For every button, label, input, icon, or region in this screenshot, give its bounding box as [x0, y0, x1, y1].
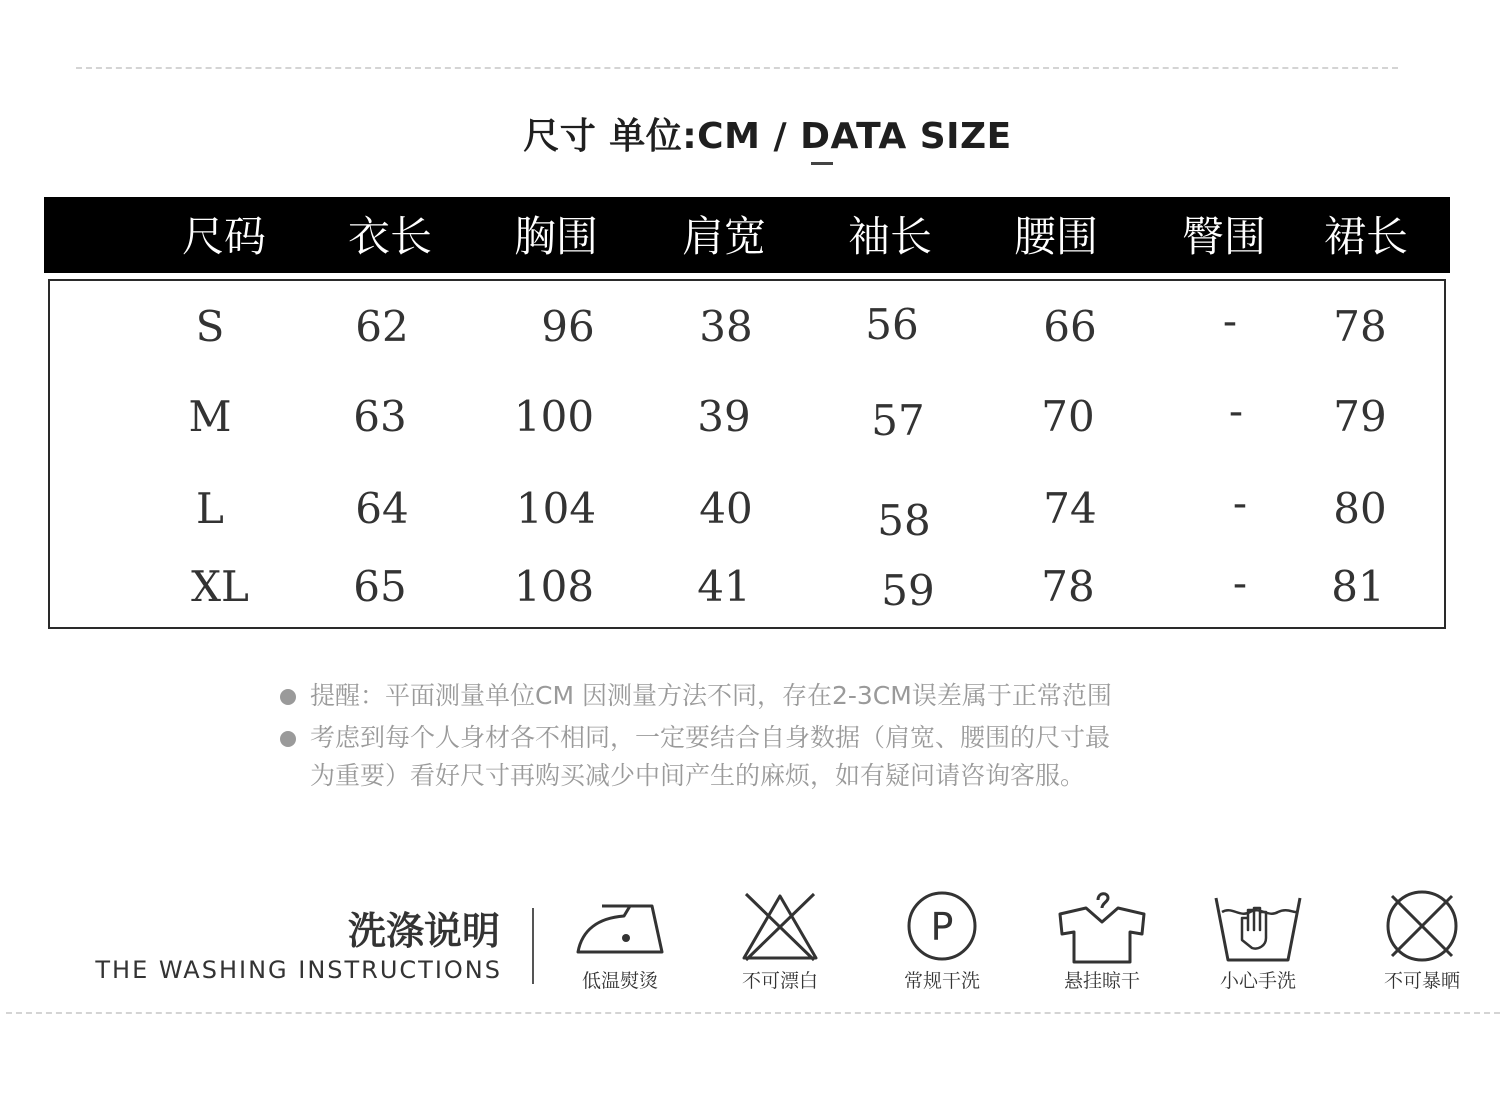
table-cell: 70	[1041, 392, 1095, 441]
care-label-low-temp-iron: 低温熨烫	[581, 970, 658, 992]
dry-clean-p-icon	[904, 888, 980, 966]
header-shoulder: 肩宽	[681, 212, 766, 261]
table-cell: 65	[353, 562, 407, 611]
care-label-hand-wash: 小心手洗	[1219, 970, 1296, 992]
top-dashed-divider	[76, 67, 1398, 69]
table-cell: S	[195, 302, 225, 351]
table-cell: 104	[515, 484, 597, 533]
table-cell: 40	[699, 484, 753, 533]
note-advice-line2: 为重要）看好尺寸再购买减少中间产生的麻烦，如有疑问请咨询客服。	[310, 761, 1086, 790]
table-cell: 57	[871, 396, 925, 445]
table-cell: -	[1232, 558, 1248, 607]
table-cell: 63	[353, 392, 407, 441]
hand-wash-icon	[1212, 888, 1304, 966]
header-hip: 臀围	[1181, 212, 1266, 261]
header-bust: 胸围	[513, 212, 598, 261]
low-temp-iron-icon	[568, 888, 672, 966]
care-label-no-bleach: 不可漂白	[741, 970, 818, 992]
table-cell: -	[1222, 296, 1238, 345]
table-cell: 38	[699, 302, 753, 351]
table-cell: 41	[697, 562, 751, 611]
table-cell: 39	[697, 392, 751, 441]
care-label-dry-clean: 常规干洗	[903, 970, 980, 992]
page-title: 尺寸 单位:CM / DATA SIZE	[523, 116, 1012, 157]
table-cell: 74	[1043, 484, 1097, 533]
note-advice-line1: 考虑到每个人身材各不相同，一定要结合自身数据（肩宽、腰围的尺寸最	[310, 723, 1111, 752]
header-size: 尺码	[181, 212, 266, 261]
table-cell: 56	[865, 300, 919, 349]
table-cell: 62	[355, 302, 409, 351]
hang-dry-icon	[1054, 888, 1150, 966]
table-cell: L	[196, 484, 224, 533]
washing-title-cn: 洗涤说明	[347, 909, 500, 953]
table-cell: 64	[355, 484, 409, 533]
table-cell: XL	[191, 562, 249, 611]
washing-divider	[532, 908, 534, 984]
table-cell: 79	[1333, 392, 1387, 441]
dry-clean-letter: P	[930, 905, 954, 949]
note-reminder: 提醒：平面测量单位CM 因测量方法不同，存在2-3CM误差属于正常范围	[310, 681, 1112, 710]
table-cell: 108	[513, 562, 595, 611]
header-length: 衣长	[347, 212, 432, 261]
table-cell: 66	[1043, 302, 1097, 351]
table-cell: -	[1232, 478, 1248, 527]
header-sleeve: 袖长	[847, 212, 932, 261]
table-cell: 59	[881, 566, 935, 615]
header-waist: 腰围	[1013, 212, 1098, 261]
header-skirt-length: 裙长	[1323, 212, 1408, 261]
table-cell: 80	[1333, 484, 1387, 533]
table-cell: 78	[1333, 302, 1387, 351]
bullet-icon	[280, 731, 296, 747]
table-cell: 58	[877, 496, 931, 545]
table-cell: -	[1228, 386, 1244, 435]
care-label-hang-dry: 悬挂晾干	[1063, 970, 1140, 992]
table-cell: 100	[513, 392, 595, 441]
bullet-icon	[280, 689, 296, 705]
bottom-dashed-divider	[6, 1012, 1500, 1014]
table-cell: M	[188, 392, 232, 441]
washing-title-en: THE WASHING INSTRUCTIONS	[95, 956, 502, 984]
no-bleach-icon	[738, 888, 822, 966]
table-cell: 78	[1041, 562, 1095, 611]
no-sun-dry-icon	[1382, 888, 1462, 966]
care-label-no-sun-dry: 不可暴晒	[1383, 970, 1460, 992]
title-accent-bar	[811, 162, 833, 165]
table-cell: 81	[1331, 562, 1385, 611]
table-cell: 96	[541, 302, 595, 351]
